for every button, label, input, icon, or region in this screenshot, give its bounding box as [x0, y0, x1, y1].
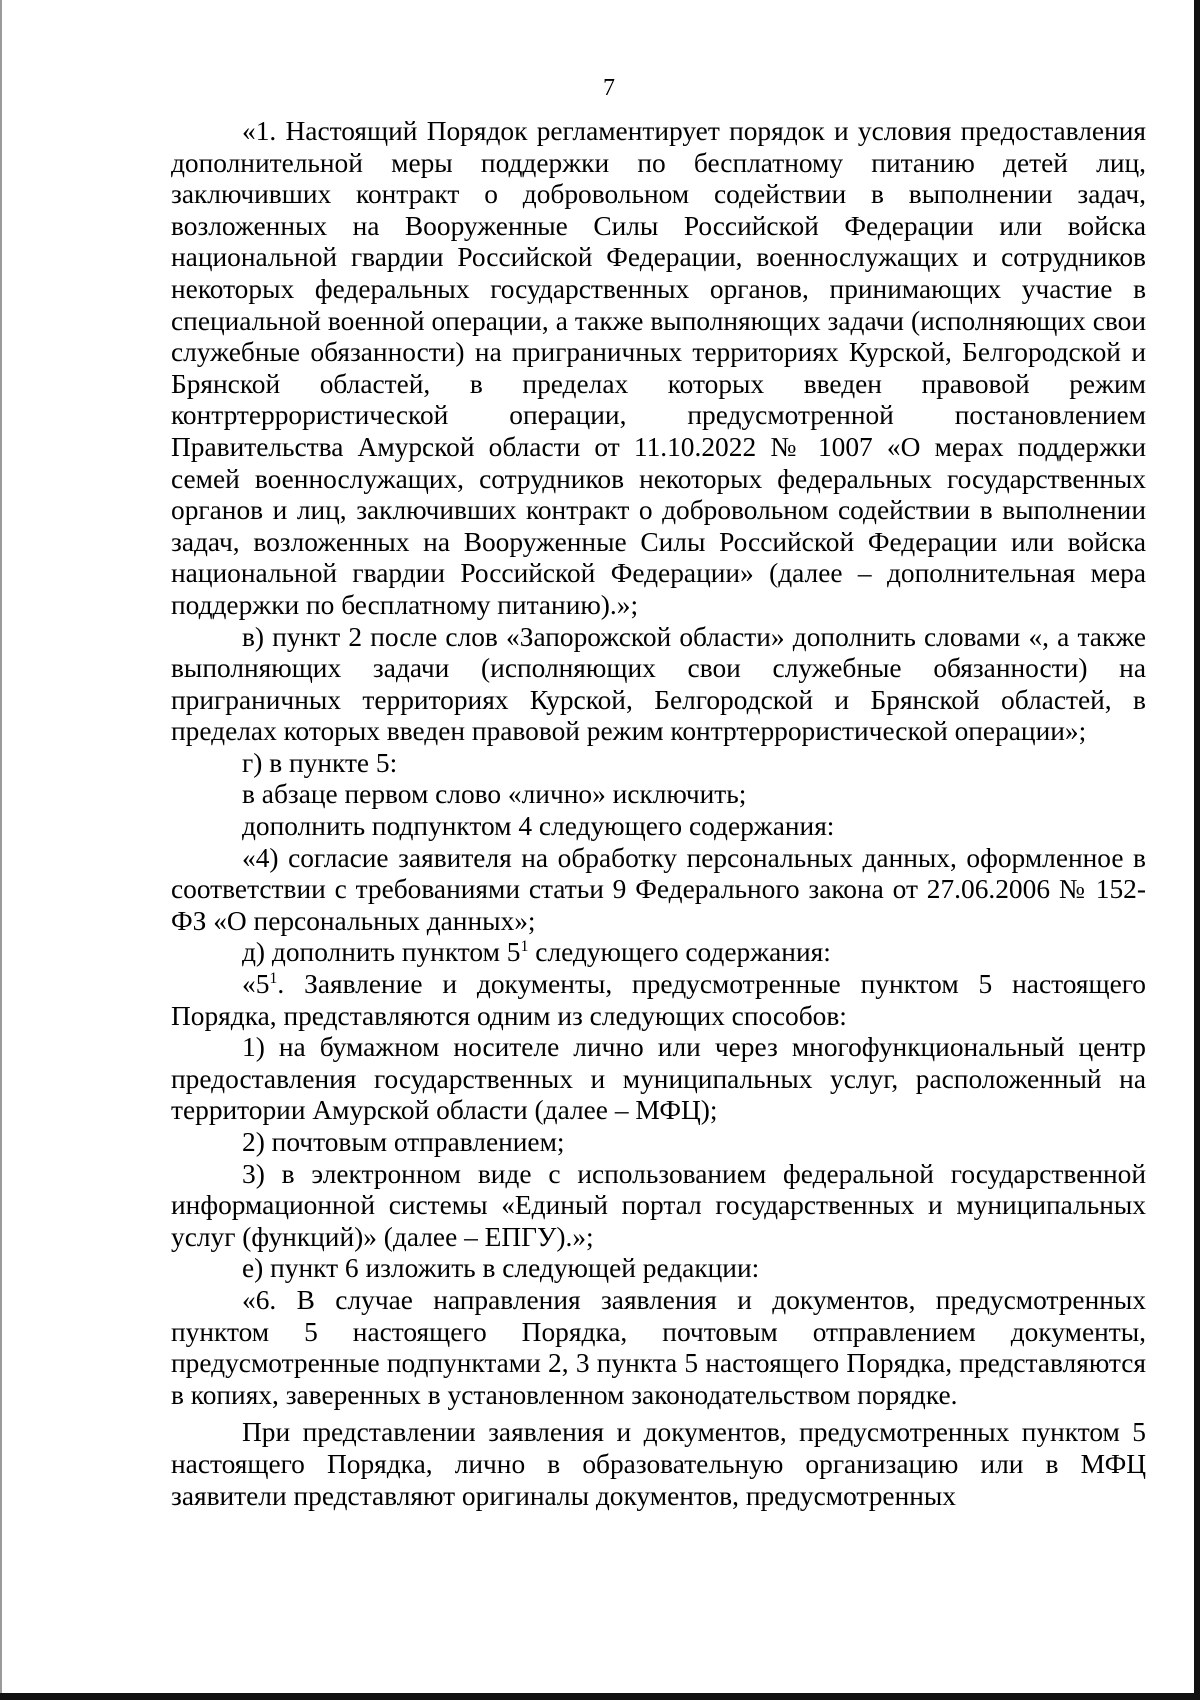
paragraph-amendment-v: в) пункт 2 после слов «Запорожской области» дополнить словами «, а также выполняющих задачи (исполняющих свои служебные обязанности) на приграничных территориях Курской, Белгородской и Брянской областей, в пределах которых введен правовой режим контртеррористической операции»; [171, 621, 1146, 747]
paragraph-clause-6-part-2: При представлении заявления и документов, предусмотренных пунктом 5 настоящего Порядка, лично в образовательную организацию или в МФЦ заявители представляют оригиналы документов, предусмотренных [171, 1417, 1146, 1511]
paragraph-clause-6: «6. В случае направления заявления и документов, предусмотренных пунктом 5 настоящего Порядка, почтовым отправлением документы, предусмотренные подпунктами 2, 3 пункта 5 настоящего Порядка, представляются в копиях, заверенных в установленном законодательством порядке. [171, 1284, 1146, 1410]
paragraph-amendment-d [171, 937, 1146, 969]
paragraph-amendment-g: г) в пункте 5: [242, 747, 398, 778]
scan-right-edge [1194, 0, 1200, 1700]
paragraph-clause-5-1-after: . Заявление и документы, предусмотренные пунктом 5 настоящего Порядка, представляются одним из следующих способов: [171, 969, 1146, 1031]
scan-bottom-edge [0, 1693, 1200, 1700]
paragraph-clause-5-1 [171, 969, 1146, 1032]
superscript-1: 1 [520, 938, 529, 956]
superscript-1: 1 [269, 970, 278, 988]
scan-left-edge [0, 0, 2, 1700]
paragraph-method-1: 1) на бумажном носителе лично или через многофункциональный центр предоставления государственных и муниципальных услуг, расположенный на территории Амурской области (далее – МФЦ); [171, 1032, 1146, 1126]
paragraph-clause-5-1-before: «5 [242, 969, 270, 1000]
paragraph-first-abzac: в абзаце первом слово «лично» исключить; [242, 779, 747, 810]
paragraph-amendment-d-after: следующего содержания: [528, 937, 831, 968]
paragraph-add-subclause-4: дополнить подпунктом 4 следующего содержания: [242, 811, 835, 842]
paragraph-method-3: 3) в электронном виде с использованием федеральной государственной информационной системы «Единый портал государственных и муниципальных услуг (функций)» (далее – ЕПГУ).»; [171, 1158, 1146, 1252]
paragraph-method-2: 2) почтовым отправлением; [242, 1127, 565, 1157]
paragraph-amendment-e: е) пункт 6 изложить в следующей редакции: [242, 1253, 760, 1284]
paragraph-clause-1: «1. Настоящий Порядок регламентирует порядок и условия предоставления дополнительной меры поддержки по бесплатному питанию детей лиц, заключивших контракт о добровольном содействии в выполнении задач, возложенных на Вооруженные Силы Российской Федерации или войска национальной гвардии Российской Федерации, военнослужащих и сотрудников некоторых федеральных государственных органов, принимающих участие в специальной военной операции, а также выполняющих задачи (исполняющих свои служебные обязанности) на приграничных территориях Курской, Белгородской и Брянской областей, в пределах которых введен правовой режим контртеррористической операции, предусмотренной постановлением Правительства Амурской области от 11.10.2022 № 1007 «О мерах поддержки семей военнослужащих, сотрудников некоторых федеральных государственных органов и лиц, заключивших контракт о добровольном содействии в выполнении задач, возложенных на Вооруженные Силы Российской Федерации или войска национальной гвардии Российской Федерации» (далее – дополнительная мера поддержки по бесплатному питанию).»; [171, 116, 1146, 620]
paragraph-amendment-d-before: д) дополнить пунктом 5 [242, 937, 521, 968]
paragraph-subclause-4: «4) согласие заявителя на обработку персональных данных, оформленное в соответствии с требованиями статьи 9 Федерального закона от 27.06.2006 № 152-ФЗ «О персональных данных»; [171, 842, 1146, 936]
document-body [171, 116, 1146, 1512]
page-number: 7 [603, 75, 615, 101]
